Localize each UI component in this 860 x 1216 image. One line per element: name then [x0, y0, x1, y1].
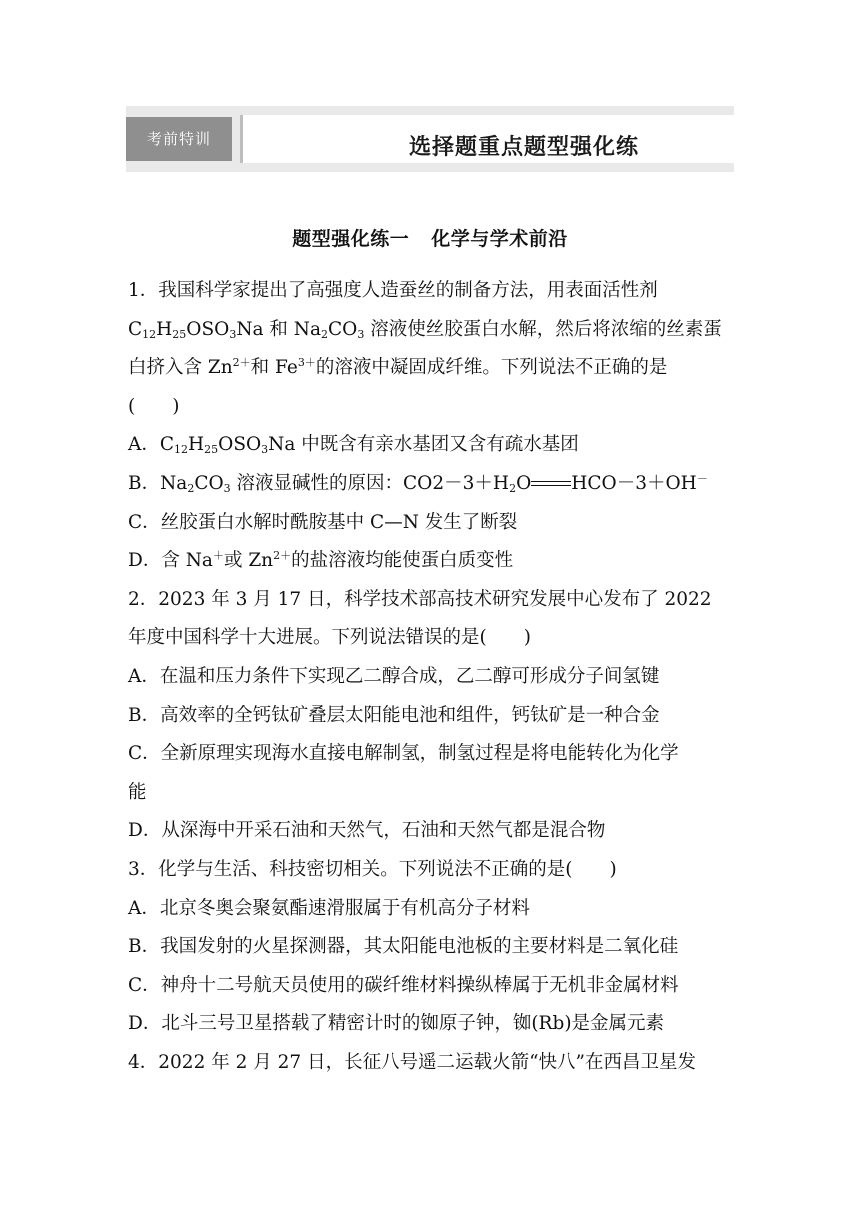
section-title — [0, 224, 860, 251]
question-list — [128, 272, 736, 1082]
q2-stem-line-2: 年度中国科学十大进展。下列说法错误的是( ) — [128, 627, 531, 649]
q2-stem-line-1: 2．2023 年 3 月 17 日，科学技术部高技术研究发展中心发布了 2022 — [128, 588, 712, 610]
ion-script: 2－3 — [432, 472, 475, 494]
q1-answer-bracket: ( ) — [128, 395, 180, 417]
q2-option-d: D．从深海中开采石油和天然气，石油和天然气都是混合物 — [128, 820, 606, 842]
q1-option-c: C．丝胶蛋白水解时酰胺基中 C—N 发生了断裂 — [128, 511, 518, 533]
header-banner — [126, 106, 734, 172]
q3-option-b: B．我国发射的火星探测器，其太阳能电池板的主要材料是二氧化硅 — [128, 936, 679, 958]
q2-option-c-line-1: C．全新原理实现海水直接电解制氢，制氢过程是将电能转化为化学 — [128, 743, 679, 765]
q3-option-c: C．神舟十二号航天员使用的碳纤维材料操纵棒属于无机非金属材料 — [128, 974, 679, 996]
banner-title: 选择题重点题型强化练 — [409, 134, 640, 160]
banner-tag: 考前特训 — [126, 117, 232, 161]
q1-stem-line-1: 1．我国科学家提出了高强度人造蚕丝的制备方法，用表面活性剂 — [128, 280, 658, 301]
q1-option-d: D．含 Na＋或 $Zn^{2+}$的盐溶液均能使蛋白质变性 — [128, 549, 514, 572]
banner-title-box — [240, 115, 737, 163]
q1-option-b: B．$Na_2CO_3$ 溶液显碱性的原因：$CO2-3+H_2O$ HCO－3＋OH－ — [128, 465, 736, 504]
q4-stem-line-1: 4．2022 年 2 月 27 日，长征八号遥二运载火箭“快八”在西昌卫星发 — [128, 1051, 696, 1073]
q1-stem-line-3: 白挤入含 $Zn^{2+}$和 $Fe^{3+}$的溶液中凝固成纤维。下列说法不正确的是 — [128, 356, 668, 379]
q2-option-c-line-2: 能 — [128, 781, 147, 803]
q3-option-a: A．北京冬奥会聚氨酯速滑服属于有机高分子材料 — [128, 897, 530, 919]
q2-option-a: A．在温和压力条件下实现乙二醇合成，乙二醇可形成分子间氢键 — [128, 665, 660, 687]
q3-option-d: D．北斗三号卫星搭载了精密计时的铷原子钟，铷(Rb)是金属元素 — [128, 1013, 665, 1035]
section-title-left: 题型强化练一 — [292, 228, 410, 250]
q3-stem: 3．化学与生活、科技密切相关。下列说法不正确的是( ) — [128, 858, 617, 880]
q2-option-b: B．高效率的全钙钛矿叠层太阳能电池和组件，钙钛矿是一种合金 — [128, 704, 660, 726]
q1-option-a: A．$C_{12}H_{25}OSO_3Na$ 中既含有亲水基团又含有疏水基团 — [128, 434, 579, 457]
ion-script: －3 — [616, 472, 647, 494]
equilibrium-arrow-icon — [531, 480, 571, 488]
q1-stem-line-2: $C_{12}H_{25}OSO_3Na$ 和 $Na_2CO_3$ 溶液使丝胶蛋白水解，然后将浓缩的丝素蛋 — [128, 318, 722, 341]
section-title-right: 化学与学术前沿 — [431, 228, 568, 250]
